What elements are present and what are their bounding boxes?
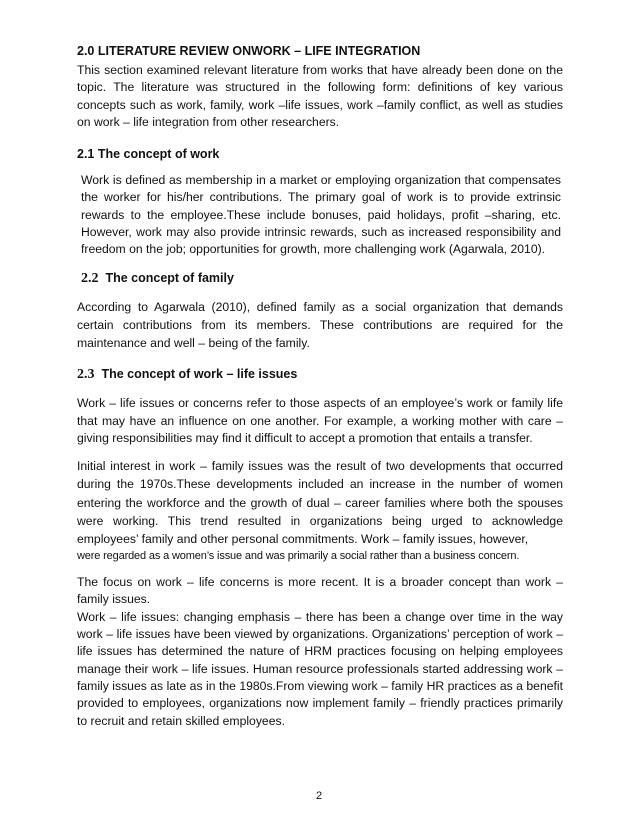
section-2-2-body: According to Agarwala (2010), defined family as a social organization that demands certain contributions from its members. These contributions are required for the maintenance and well – being of the family. — [77, 299, 563, 351]
chapter-heading: 2.0 LITERATURE REVIEW ONWORK – LIFE INTEGRATION — [77, 44, 421, 58]
section-2-2-heading — [77, 270, 563, 287]
section-2-3-paragraph-4: Work – life issues: changing emphasis – there has been a change over time in the way work – life issues have been viewed by organizations. Organizations’ perception of work – life issues has determined the nature of HRM practices focusing on helping employees manage their work – life issues. Human resource professionals started addressing work – family issues as late as in the 1980s.From viewing work – family HR practices as a benefit provided to employees, organizations now implement family – friendly practices primarily to recruit and retain skilled employees. — [77, 609, 563, 728]
section-2-2-title: The concept of family — [105, 270, 234, 285]
section-2-3-paragraph-2: Initial interest in work – family issues was the result of two developments that occurred during the 1970s.These developments included an increase in the number of women entering the workforce and the growth of dual – career families where both the spouses were working. This trend resulted in organizations being urged to acknowledge employees’ family and other personal commitments. Work – family issues, however, — [77, 459, 563, 546]
section-2-3-paragraph-3: The focus on work – life concerns is more recent. It is a broader concept than work – family issues. — [77, 575, 563, 607]
section-2-3-title: The concept of work – life issues — [101, 367, 298, 382]
section-2-3-number: 2.3 — [77, 367, 95, 383]
section-2-2-number: 2.2 — [81, 270, 99, 286]
page-content — [77, 43, 563, 730]
intro-paragraph: This section examined relevant literature from works that have already been done on the topic. The literature was structured in the following form: definitions of key various concepts such as work, family, work –life issues, work –family conflict, as well as studies on work – life integration from other researchers. — [77, 63, 563, 129]
section-2-3-paragraph-2-last-line: were regarded as a women’s issue and was primarily a social rather than a business concern. — [77, 550, 520, 563]
section-2-1-body: Work is defined as membership in a market or employing organization that compensates the worker for his/her contributions. The primary goal of work is to provide extrinsic rewards to the employee.These include bonuses, paid holidays, profit –sharing, etc. However, work may also provide intrinsic rewards, such as increased responsibility and freedom on the job; opportunities for growth, more challenging work (Agarwala, 2010). — [81, 173, 561, 257]
section-2-1-heading: 2.1 The concept of work — [77, 147, 220, 162]
section-2-3-heading — [77, 366, 563, 383]
section-2-3-paragraph-1: Work – life issues or concerns refer to those aspects of an employee’s work or family life that may have an influence on one another. For example, a working mother with care – giving responsibilities may find it difficult to accept a promotion that entails a transfer. — [77, 396, 563, 445]
page-number: 2 — [315, 790, 323, 802]
